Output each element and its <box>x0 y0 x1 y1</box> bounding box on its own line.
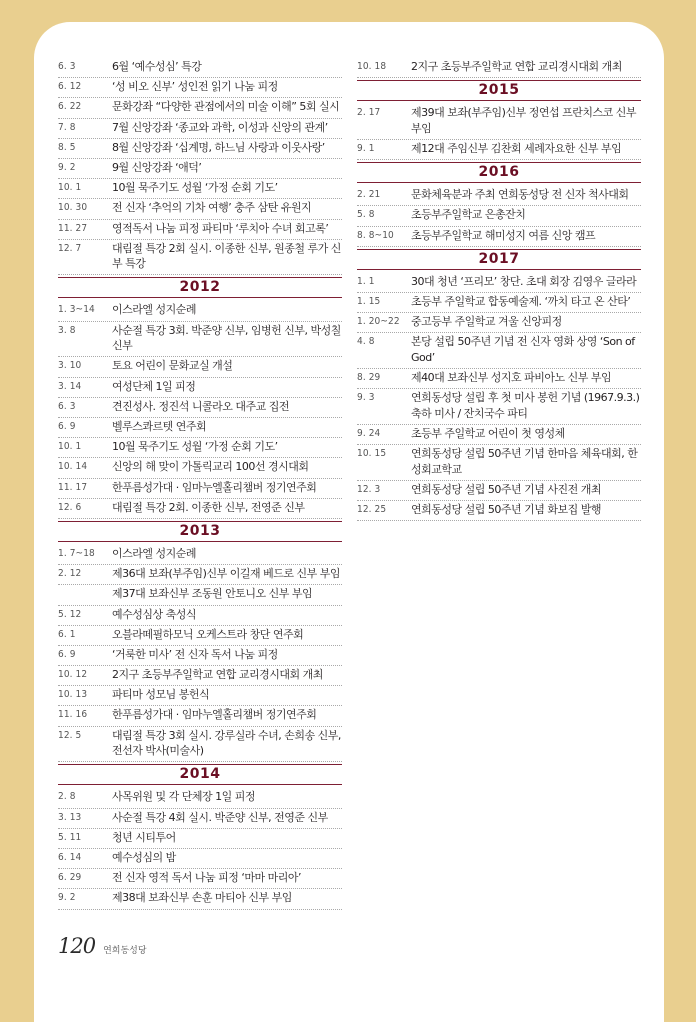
entry-text: 30대 청년 ‘프리모’ 창단. 초대 회장 김영우 글라라 <box>411 274 637 288</box>
entry-date: 10. 14 <box>58 461 88 473</box>
entry-text: 제38대 보좌신부 손훈 마티아 신부 부임 <box>112 891 292 905</box>
entry-text: 10월 묵주기도 성월 ‘가정 순회 기도’ <box>112 181 278 195</box>
entry-date: 8. 8~10 <box>357 229 394 241</box>
entry-text: 사목위원 및 각 단체장 1일 피정 <box>112 790 255 804</box>
entry-date: 2. 8 <box>58 791 76 803</box>
entry-text: 대림절 특강 2회 실시. 이종한 신부, 원종철 루가 신부 특강 <box>112 241 341 271</box>
entry-text: 영적독서 나눔 피정 파티마 ‘루치아 수녀 회고록’ <box>112 221 329 235</box>
entry-date: 9. 1 <box>357 142 375 154</box>
timeline-entry <box>357 313 641 333</box>
timeline-group <box>357 58 641 78</box>
timeline-entry <box>58 565 342 585</box>
timeline-entry <box>357 389 641 425</box>
entry-date: 7. 8 <box>58 121 76 133</box>
page-number: 120 <box>58 934 96 958</box>
entry-date: 8. 29 <box>357 372 381 384</box>
entry-date: 10. 1 <box>58 441 82 453</box>
year-heading-2017: 2017 <box>357 249 641 270</box>
timeline-entry <box>357 445 641 481</box>
entry-text: 연희동성당 설립 50주년 기념 한마음 체육대회, 한성회교학교 <box>411 447 638 476</box>
timeline-entry <box>357 58 641 78</box>
entry-text: 6월 ‘예수성심’ 특강 <box>112 60 202 73</box>
entry-date: 6. 3 <box>58 400 76 412</box>
entry-text: 예수성심의 밤 <box>112 850 176 864</box>
entry-date: 6. 22 <box>58 101 82 113</box>
entry-date: 3. 14 <box>58 380 82 392</box>
timeline-entry <box>58 686 342 706</box>
entry-text: 9월 신앙강좌 ‘애덕’ <box>112 160 202 174</box>
timeline-entry <box>58 646 342 666</box>
timeline-entry <box>357 140 641 160</box>
timeline-column-right <box>357 58 641 521</box>
timeline-column-left <box>58 58 342 910</box>
timeline-entry <box>58 666 342 686</box>
year-heading-2015: 2015 <box>357 80 641 101</box>
entry-text: 본당 설립 50주년 기념 전 신자 영화 상영 ‘Son of God’ <box>411 335 635 364</box>
timeline-entry <box>58 849 342 869</box>
timeline-entry <box>357 501 641 521</box>
entry-text: 오블라떼필하모닉 오케스트라 창단 연주회 <box>112 627 304 641</box>
entry-text: 문화강좌 “다양한 관점에서의 미술 이해” 5회 실시 <box>112 100 340 114</box>
timeline-entry <box>58 869 342 889</box>
timeline-entry <box>58 809 342 829</box>
entry-text: 청년 시티투어 <box>112 830 176 844</box>
entry-text: 제39대 보좌(부주임)신부 정연섭 프란치스코 신부 부임 <box>411 106 636 135</box>
entry-date: 6. 9 <box>58 421 76 432</box>
timeline-entry <box>58 479 342 499</box>
entry-date: 11. 27 <box>58 222 88 234</box>
timeline-entry <box>357 186 641 206</box>
entry-date: 6. 14 <box>58 851 82 863</box>
timeline-entry <box>58 78 342 98</box>
page-footer <box>58 934 147 958</box>
timeline-entry <box>357 293 641 313</box>
entry-date: 1. 20~22 <box>357 316 400 328</box>
entry-date: 3. 13 <box>58 811 82 823</box>
year-heading-2014: 2014 <box>58 764 342 785</box>
timeline-entry <box>58 301 342 321</box>
timeline-group <box>357 273 641 522</box>
entry-date: 1. 1 <box>357 275 375 287</box>
timeline-entry <box>357 425 641 445</box>
entry-text: 예수성심상 축성식 <box>112 607 197 621</box>
entry-date: 12. 3 <box>357 484 381 495</box>
timeline-entry <box>58 626 342 646</box>
entry-date: 9. 24 <box>357 428 381 440</box>
entry-text: 중고등부 주일학교 겨울 신앙피정 <box>411 315 562 329</box>
entry-date: 6. 29 <box>58 872 82 884</box>
timeline-group <box>357 186 641 247</box>
entry-date: 12. 6 <box>58 501 82 513</box>
timeline-entry <box>58 199 342 219</box>
timeline-group <box>58 788 342 909</box>
timeline-entry <box>58 606 342 626</box>
entry-text: 견진성사. 정진석 니콜라오 대주교 집전 <box>112 399 289 413</box>
entry-date: 1. 15 <box>357 295 381 307</box>
entry-text: 사순절 특강 3회. 박준양 신부, 임병헌 신부, 박성칠 신부 <box>112 323 341 353</box>
entry-date: 2. 12 <box>58 568 82 580</box>
timeline-group <box>58 545 342 762</box>
entry-date: 6. 12 <box>58 81 82 93</box>
timeline-entry <box>58 378 342 398</box>
entry-text: 전 신자 ‘추억의 기차 여행’ 충주 삼탄 유원지 <box>112 201 312 215</box>
entry-text: 전 신자 영적 독서 나눔 피정 ‘마마 마리아’ <box>112 871 301 885</box>
entry-text: 연희동성당 설립 50주년 기념 사진전 개최 <box>411 483 601 496</box>
entry-text: 이스라엘 성지순례 <box>112 546 197 560</box>
timeline-entry <box>58 788 342 808</box>
timeline-entry <box>58 499 342 519</box>
timeline-group <box>58 58 342 275</box>
entry-text: 7월 신앙강좌 ‘종교와 과학, 이성과 신앙의 관계’ <box>112 120 328 134</box>
entry-date: 9. 2 <box>58 161 76 173</box>
timeline-entry <box>357 333 641 369</box>
timeline-entry <box>357 104 641 140</box>
entry-text: 제36대 보좌(부주임)신부 이길재 베드로 신부 부임 <box>112 567 340 581</box>
entry-date: 2. 21 <box>357 189 381 201</box>
entry-date: 1. 7~18 <box>58 547 95 559</box>
entry-text: 대림절 특강 2회. 이종한 신부, 전영준 신부 <box>112 500 305 514</box>
timeline-entry <box>357 273 641 293</box>
entry-text: 신앙의 해 맞이 가톨릭교리 100선 경시대회 <box>112 460 309 474</box>
entry-date: 2. 17 <box>357 107 381 119</box>
timeline-entry <box>58 179 342 199</box>
entry-text: 이스라엘 성지순례 <box>112 303 197 317</box>
timeline-entry <box>357 227 641 247</box>
timeline-entry <box>58 159 342 179</box>
entry-text: 8월 신앙강좌 ‘십계명, 하느님 사랑과 이웃사랑’ <box>112 140 325 154</box>
entry-text: 제40대 보좌신부 성지호 파비아노 신부 부임 <box>411 371 612 385</box>
timeline-entry <box>58 727 342 763</box>
timeline-entry <box>58 98 342 118</box>
entry-text: 초등부 주일학교 합동예술제. ‘까치 타고 온 산타’ <box>411 294 631 308</box>
entry-text: 연희동성당 설립 후 첫 미사 봉헌 기념 (1967.9.3.) 축하 미사 / 잔치국수 파티 <box>411 391 640 420</box>
timeline-entry <box>357 369 641 389</box>
timeline-entry <box>58 119 342 139</box>
year-heading-2013: 2013 <box>58 521 342 542</box>
timeline-entry <box>58 322 342 358</box>
entry-date: 5. 12 <box>58 608 82 620</box>
page-sheet <box>34 22 664 1022</box>
entry-date: 5. 11 <box>58 831 82 843</box>
entry-date: 6. 1 <box>58 628 76 640</box>
timeline-entry <box>58 706 342 726</box>
entry-text: 한푸름성가대 · 임마누엘홀리챔버 정기연주회 <box>112 708 317 722</box>
entry-text: 제12대 주임신부 김찬회 세례자요한 신부 부임 <box>411 141 622 155</box>
entry-date: 9. 3 <box>357 392 375 404</box>
entry-text: ‘거룩한 미사’ 전 신자 독서 나눔 피정 <box>112 647 278 661</box>
timeline-entry <box>58 139 342 159</box>
timeline-entry <box>58 58 342 78</box>
entry-date: 6. 9 <box>58 648 76 660</box>
entry-text: 사순절 특강 4회 실시. 박준양 신부, 전영준 신부 <box>112 810 328 824</box>
entry-date: 11. 17 <box>58 481 88 493</box>
timeline-entry <box>58 398 342 418</box>
entry-text: 한푸름성가대 · 임마누엘홀리챔버 정기연주회 <box>112 480 317 494</box>
entry-date: 1. 3~14 <box>58 304 95 316</box>
entry-text: 초등부주일학교 해미성지 여름 신앙 캠프 <box>411 228 596 242</box>
entry-date: 5. 8 <box>357 209 375 221</box>
year-heading-2016: 2016 <box>357 162 641 183</box>
entry-text: 문화체육분과 주최 연희동성당 전 신자 척사대회 <box>411 188 629 202</box>
year-heading-2012: 2012 <box>58 277 342 298</box>
timeline-entry <box>58 357 342 377</box>
timeline-entry <box>58 889 342 909</box>
entry-date: 12. 5 <box>58 729 82 741</box>
entry-text: 초등부주일학교 은총잔치 <box>411 208 526 222</box>
entry-date: 4. 8 <box>357 336 375 348</box>
entry-text: 토요 어린이 문화교실 개설 <box>112 359 233 373</box>
entry-date: 10. 30 <box>58 202 88 214</box>
entry-text: 벨루스콰르텟 연주회 <box>112 420 207 433</box>
timeline-entry <box>357 481 641 501</box>
entry-text: 2지구 초등부주일학교 연합 교리경시대회 개최 <box>112 668 323 682</box>
entry-date: 3. 10 <box>58 360 82 372</box>
entry-text: 초등부 주일학교 어린이 첫 영성체 <box>411 427 565 441</box>
entry-text: 연희동성당 설립 50주년 기념 화보집 발행 <box>411 503 601 517</box>
entry-text: 파티마 성모님 봉헌식 <box>112 688 210 702</box>
entry-date: 8. 5 <box>58 141 76 153</box>
entry-date: 12. 7 <box>58 242 82 254</box>
entry-date: 6. 3 <box>58 61 76 72</box>
entry-text: 2지구 초등부주일학교 연합 교리경시대회 개최 <box>411 60 622 73</box>
timeline-entry <box>58 418 342 438</box>
timeline-entry <box>58 458 342 478</box>
entry-date: 10. 12 <box>58 669 88 681</box>
entry-text: 제37대 보좌신부 조동원 안토니오 신부 부임 <box>112 587 313 601</box>
entry-text: 여성단체 1일 피정 <box>112 379 196 393</box>
entry-date: 3. 8 <box>58 324 76 336</box>
timeline-entry <box>357 206 641 226</box>
timeline-entry <box>58 545 342 565</box>
entry-text: ‘성 비오 신부’ 성인전 읽기 나눔 피정 <box>112 80 278 94</box>
entry-text: 10월 묵주기도 성월 ‘가정 순회 기도’ <box>112 440 278 454</box>
publication-name: 연희동성당 <box>103 946 147 956</box>
entry-date: 9. 2 <box>58 892 76 904</box>
timeline-entry <box>58 220 342 240</box>
timeline-group <box>58 301 342 518</box>
entry-date: 11. 16 <box>58 709 88 721</box>
timeline-group <box>357 104 641 160</box>
entry-date: 10. 15 <box>357 448 387 460</box>
entry-date: 10. 18 <box>357 61 387 72</box>
entry-date: 10. 13 <box>58 689 88 701</box>
entry-text: 대림절 특강 3회 실시. 강루실라 수녀, 손희송 신부, 전선자 박사(미술사) <box>112 728 341 758</box>
timeline-entry <box>58 438 342 458</box>
entry-date: 10. 1 <box>58 182 82 194</box>
entry-date: 12. 25 <box>357 504 387 516</box>
timeline-entry <box>58 585 342 605</box>
timeline-entry <box>58 829 342 849</box>
timeline-entry <box>58 240 342 276</box>
